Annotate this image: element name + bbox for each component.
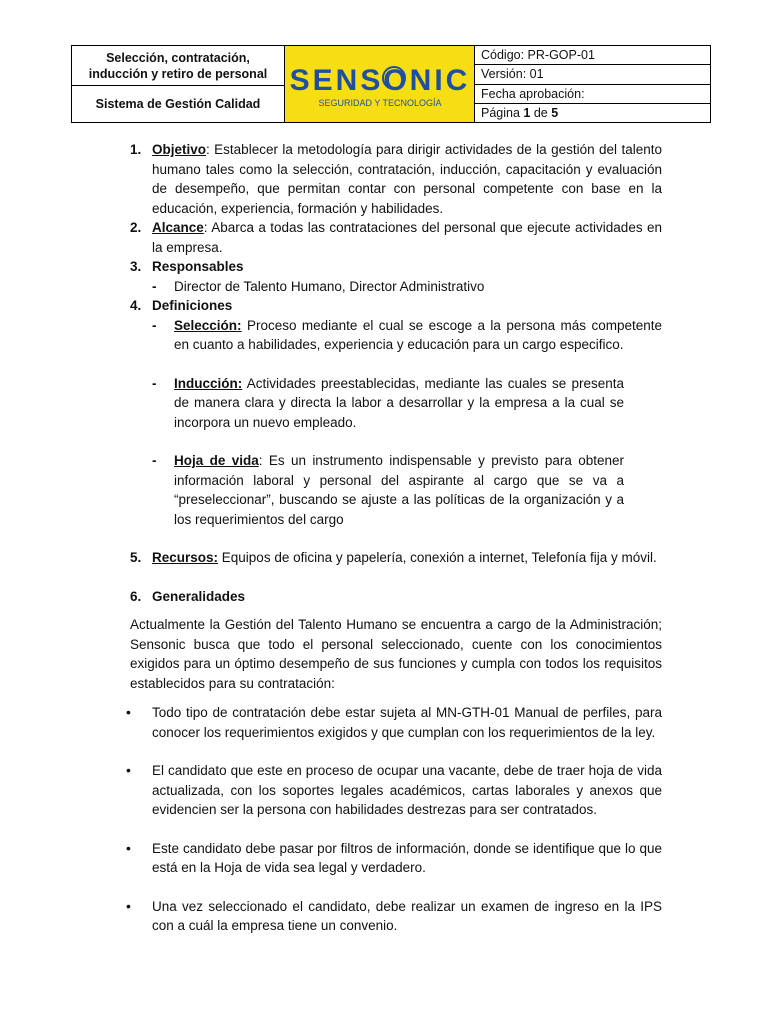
section-body: : Establecer la metodología para dirigir actividades de la gestión del talento humano tales como la selección, contratación, inducción, capacitación y evaluación de desempeño, que permitan contar con personal competente con base en la educación, experiencia, formación y habilidades.	[152, 142, 662, 216]
section-label: Recursos:	[152, 550, 219, 565]
document-body	[126, 140, 662, 936]
page-indicator	[475, 104, 710, 122]
dash-marker: -	[152, 317, 157, 333]
page-total: 5	[551, 105, 559, 120]
bullet-marker: •	[126, 762, 131, 778]
bullet-marker: •	[126, 839, 131, 856]
definition-hoja-de-vida	[152, 451, 624, 529]
section-text	[152, 548, 662, 568]
page-number: 1	[523, 105, 531, 120]
section-body: : Abarca a todas las contrataciones del personal que ejecute actividades en la empresa.	[152, 220, 662, 255]
section-body: Equipos de oficina y papelería, conexión a internet, Telefonía fija y móvil.	[218, 550, 657, 565]
responsables-item	[152, 277, 662, 297]
generalidades-intro: Actualmente la Gestión del Talento Humano se encuentra a cargo de la Administración; Sensonic busca que todo el personal seleccionado, cuente con los conocimientos exigidos para un óptimo desempeño de sus funciones y cumpla con todos los requisitos establecidos para su contratación:	[130, 617, 662, 691]
definition-label: Hoja de vida	[174, 453, 259, 468]
definition-label: Inducción:	[174, 375, 243, 391]
dash-marker: -	[152, 375, 157, 391]
section-label: Alcance	[152, 220, 204, 235]
section-label: Definiciones	[152, 298, 233, 313]
section-label: Objetivo	[152, 142, 207, 157]
page-of: de	[533, 105, 548, 120]
logo-word: SENSONIC	[289, 64, 470, 97]
system-name: Sistema de Gestión Calidad	[95, 97, 261, 111]
list-item-text: El candidato que este en proceso de ocupar una vacante, debe de traer hoja de vida actualizada, con los soportes legales académicos, cartas laborales y anexos que evidencien ser la persona con habilidades destrezas para ser contratados.	[152, 763, 662, 817]
list-item	[126, 761, 662, 820]
document-code: Código: PR-GOP-01	[475, 46, 710, 65]
section-definiciones	[130, 296, 662, 316]
section-label: Responsables	[152, 259, 244, 274]
section-number: 3.	[130, 259, 142, 274]
definition-text	[174, 316, 662, 355]
definition-text	[174, 374, 624, 433]
section-label: Generalidades	[152, 588, 246, 604]
section-responsables	[130, 257, 662, 277]
definition-body: Actividades preestablecidas, mediante las cuales se presenta de manera clara y directa la labor a desarrollar y la empresa a la cual se incorpora un nuevo empleado.	[174, 375, 624, 430]
bullet-marker: •	[126, 897, 131, 914]
definition-label: Selección:	[174, 317, 242, 333]
company-logo	[285, 46, 475, 122]
section-objetivo	[130, 140, 662, 218]
section-recursos	[130, 548, 662, 568]
definition-body: : Es un instrumento indispensable y previsto para obtener información laboral y personal del aspirante al cargo que se va a “preseleccionar”, buscando se ajuste a las políticas de la organización y a los requerimientos del cargo	[174, 453, 624, 527]
section-text	[152, 140, 662, 218]
dash-marker: -	[152, 278, 157, 294]
dash-marker: -	[152, 453, 157, 468]
list-item	[126, 703, 662, 742]
sensonic-logo-icon	[289, 54, 470, 114]
approval-date: Fecha aprobación:	[475, 85, 710, 104]
section-text	[152, 218, 662, 257]
header-left-column	[72, 46, 285, 122]
list-item-text: Todo tipo de contratación debe estar sujeta al MN-GTH-01 Manual de perfiles, para conocer los requerimientos exigidos y que cumplan con los requerimientos de la ley.	[152, 705, 662, 740]
definition-body: Proceso mediante el cual se escoge a la persona más competente en cuanto a habilidades, experiencia y educación para un cargo especifico.	[174, 317, 662, 352]
section-number: 4.	[130, 298, 142, 313]
page-prefix: Página	[481, 105, 520, 120]
section-number: 5.	[130, 550, 142, 565]
list-item-text: Este candidato debe pasar por filtros de información, donde se identifique que lo que está en la Hoja de vida sea legal y verdadero.	[152, 840, 662, 875]
logo-tagline: SEGURIDAD Y TECNOLOGÍA	[317, 98, 442, 108]
section-number: 6.	[130, 588, 142, 604]
section-number: 1.	[130, 142, 142, 157]
list-item-text: Una vez seleccionado el candidato, debe realizar un examen de ingreso en la IPS con a cuál la empresa tiene un convenio.	[152, 898, 662, 933]
section-generalidades	[130, 587, 662, 607]
list-item	[126, 897, 662, 936]
document-header-table	[71, 45, 711, 123]
document-title: Selección, contratación, inducción y retiro de personal	[72, 46, 284, 86]
header-right-column	[475, 46, 710, 122]
definition-induccion	[152, 374, 624, 433]
responsables-text: Director de Talento Humano, Director Administrativo	[174, 278, 485, 294]
section-number: 2.	[130, 220, 142, 235]
definition-text	[174, 451, 624, 529]
section-alcance	[130, 218, 662, 257]
list-item	[126, 839, 662, 878]
document-version: Versión: 01	[475, 65, 710, 84]
definition-seleccion	[152, 316, 662, 355]
bullet-marker: •	[126, 704, 131, 720]
